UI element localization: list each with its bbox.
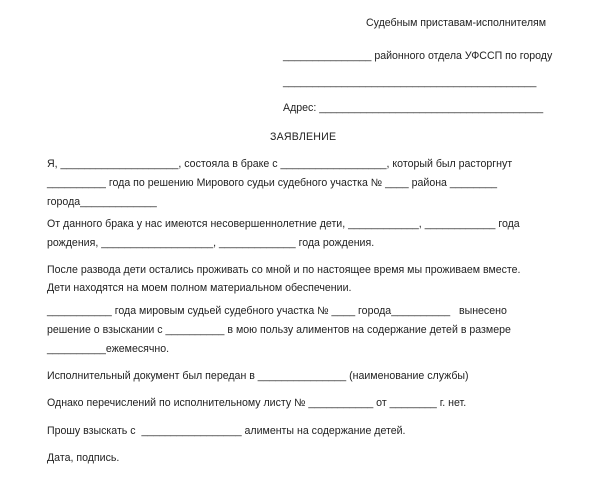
document-title: ЗАЯВЛЕНИЕ bbox=[270, 131, 337, 143]
address-line: Адрес: ______________________________________ bbox=[283, 102, 544, 114]
paragraph-2-line-2: рождения, ___________________, _____________ года рождения. bbox=[47, 237, 375, 249]
paragraph-8-line-1: Дата, подпись. bbox=[47, 452, 120, 464]
paragraph-2-line-1: От данного брака у нас имеются несовершеннолетние дети, ____________, ____________ года bbox=[47, 218, 520, 230]
addressee-line-2: _______________ районного отдела УФССП по городу bbox=[283, 50, 553, 62]
paragraph-3-line-2: Дети находятся на моем полном материальном обеспечении. bbox=[47, 282, 352, 294]
addressee-line-1: Судебным приставам-исполнителям bbox=[366, 17, 547, 29]
paragraph-3-line-1: После развода дети остались проживать со мной и по настоящее время мы проживаем вместе. bbox=[47, 264, 521, 276]
paragraph-1-line-2: __________ года по решению Мирового судьи судебного участка № ____ района ________ bbox=[47, 177, 498, 189]
paragraph-6-line-1: Однако перечислений по исполнительному листу № ___________ от ________ г. нет. bbox=[47, 397, 467, 409]
addressee-line-3: ___________________________________________ bbox=[283, 76, 537, 88]
paragraph-4-line-3: __________ежемесячно. bbox=[47, 343, 170, 355]
paragraph-1-line-3: города_____________ bbox=[47, 196, 157, 208]
paragraph-4-line-1: ___________ года мировым судьей судебного участка № ____ города__________ вынесено bbox=[47, 305, 507, 317]
paragraph-4-line-2: решение о взыскании с __________ в мою пользу алиментов на содержание детей в размере bbox=[47, 324, 511, 336]
paragraph-7-line-1: Прошу взыскать с _________________ алименты на содержание детей. bbox=[47, 425, 406, 437]
paragraph-1-line-1: Я, ____________________, состояла в браке с __________________, который был расторгнут bbox=[47, 158, 513, 170]
paragraph-5-line-1: Исполнительный документ был передан в _______________ (наименование службы) bbox=[47, 370, 469, 382]
